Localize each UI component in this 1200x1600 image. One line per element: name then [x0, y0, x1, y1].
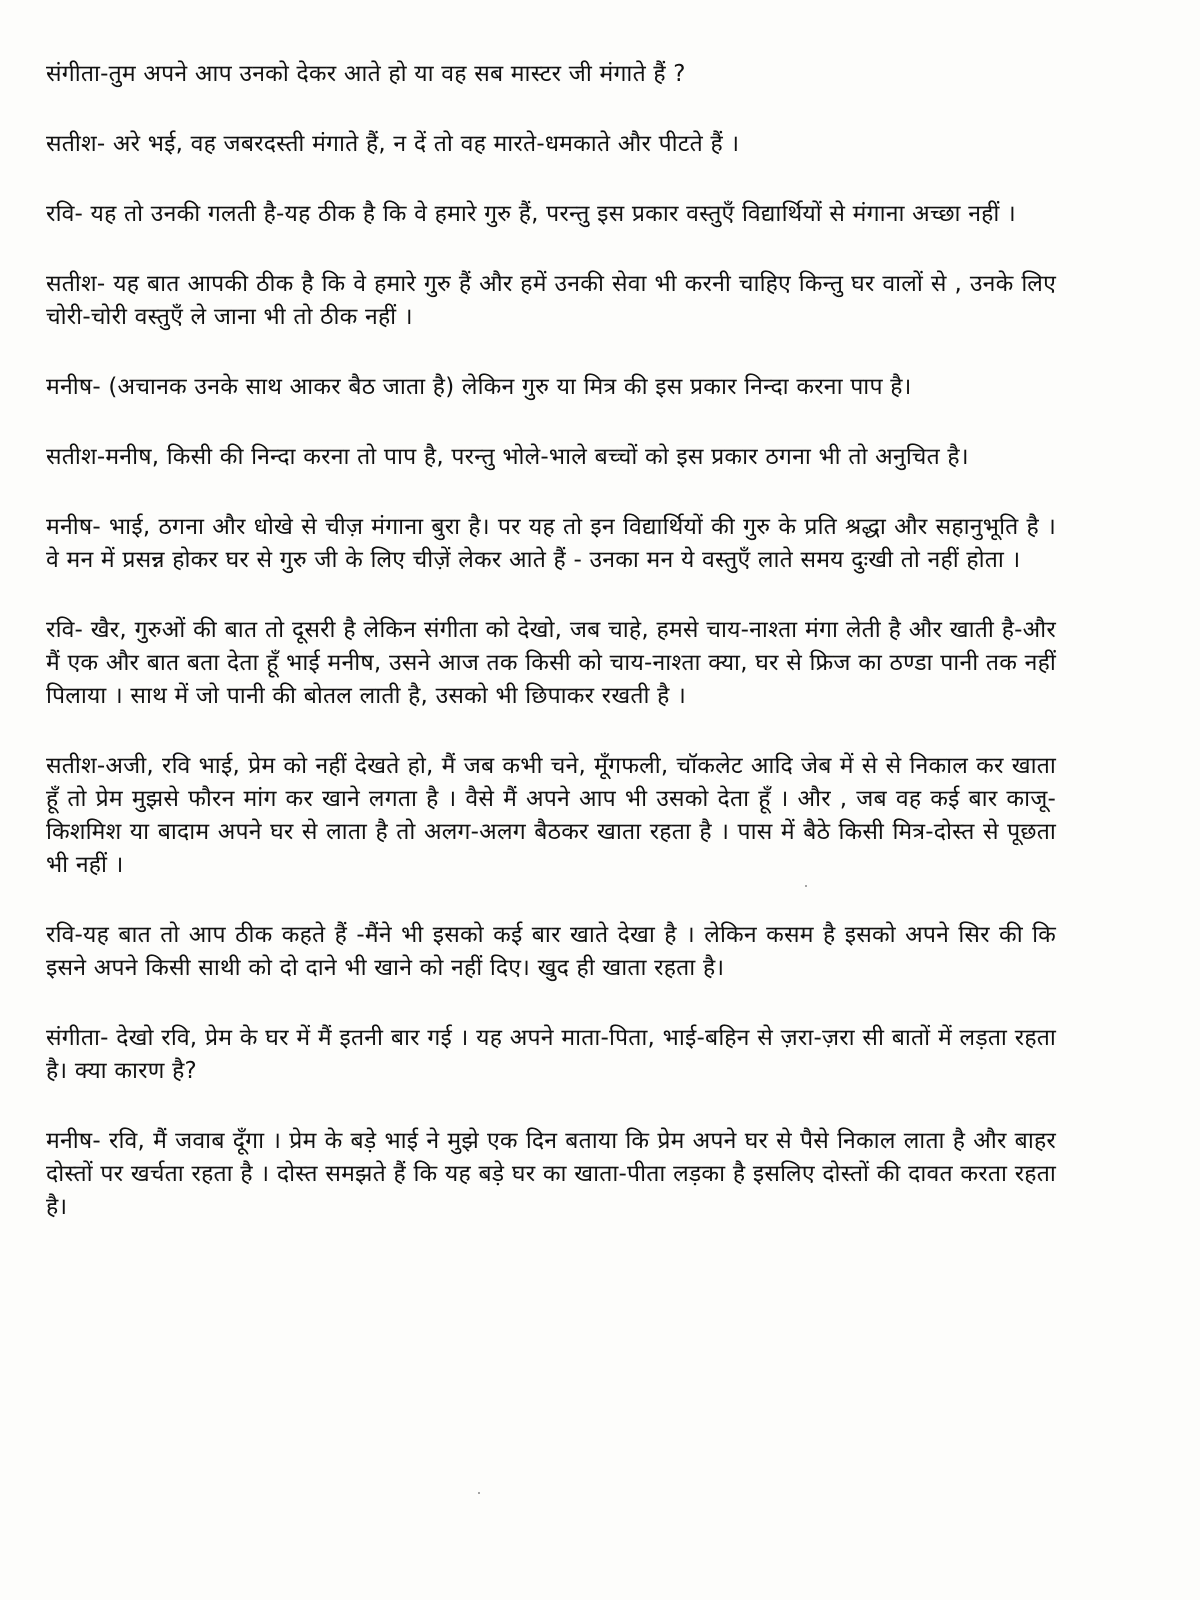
paragraph-manish-2: मनीष- भाई, ठगना और धोखे से चीज़ मंगाना बुरा है। पर यह तो इन विद्यार्थियों की गुरु के प्रति श्रद्धा और सहानुभूति है । वे मन में प्रसन्न होकर घर से गुरु जी के लिए चीज़ें लेकर आते हैं - उनका मन ये वस्तुएँ लाते समय दुःखी तो नहीं होता । — [46, 514, 1056, 573]
paragraph-manish-3: मनीष- रवि, मैं जवाब दूँगा । प्रेम के बड़े भाई ने मुझे एक दिन बताया कि प्रेम अपने घर से पैसे निकाल लाता है और बाहर दोस्तों पर खर्चता रहता है । दोस्त समझते हैं कि यह बड़े घर का खाता-पीता लड़का है इसलिए दोस्तों की दावत करता रहता है। — [46, 1128, 1056, 1220]
scan-speck — [805, 885, 807, 887]
paragraph-satish-3: सतीश-मनीष, किसी की निन्दा करना तो पाप है, परन्तु भोले-भाले बच्चों को इस प्रकार ठगना भी तो अनुचित है। — [46, 444, 969, 470]
paragraph-satish-2: सतीश- यह बात आपकी ठीक है कि वे हमारे गुरु हैं और हमें उनकी सेवा भी करनी चाहिए किन्तु घर वालों से , उनके लिए चोरी-चोरी वस्तुएँ ले जाना भी तो ठीक नहीं । — [46, 271, 1056, 330]
paragraph-manish-1: मनीष- (अचानक उनके साथ आकर बैठ जाता है) लेकिन गुरु या मित्र की इस प्रकार निन्दा करना पाप है। — [46, 374, 912, 400]
scan-speck — [478, 1492, 480, 1494]
dialogue-text — [46, 58, 1056, 1261]
paragraph-ravi-3: रवि-यह बात तो आप ठीक कहते हैं -मैंने भी इसको कई बार खाते देखा है । लेकिन कसम है इसको अपने सिर की कि इसने अपने किसी साथी को दो दाने भी खाने को नहीं दिए। खुद ही खाता रहता है। — [46, 922, 1056, 981]
paragraph-satish-4: सतीश-अजी, रवि भाई, प्रेम को नहीं देखते हो, मैं जब कभी चने, मूँगफली, चॉकलेट आदि जेब में से से निकाल कर खाता हूँ तो प्रेम मुझसे फौरन मांग कर खाने लगता है । वैसे मैं अपने आप भी उसको देता हूँ । और , जब वह कई बार काजू-किशमिश या बादाम अपने घर से लाता है तो अलग-अलग बैठकर खाता रहता है । पास में बैठे किसी मित्र-दोस्त से पूछता भी नहीं । — [46, 753, 1056, 878]
paragraph-satish-1: सतीश- अरे भई, वह जबरदस्ती मंगाते हैं, न दें तो वह मारते-धमकाते और पीटते हैं । — [46, 131, 740, 157]
paragraph-sangeeta-2: संगीता- देखो रवि, प्रेम के घर में मैं इतनी बार गई । यह अपने माता-पिता, भाई-बहिन से ज़रा-ज़रा सी बातों में लड़ता रहता है। क्या कारण है? — [46, 1025, 1056, 1084]
paragraph-ravi-1: रवि- यह तो उनकी गलती है-यह ठीक है कि वे हमारे गुरु हैं, परन्तु इस प्रकार वस्तुएँ विद्यार्थियों से मंगाना अच्छा नहीं । — [46, 201, 1016, 227]
paragraph-sangeeta-1: संगीता-तुम अपने आप उनको देकर आते हो या वह सब मास्टर जी मंगाते हैं ? — [46, 61, 686, 87]
paragraph-ravi-2: रवि- खैर, गुरुओं की बात तो दूसरी है लेकिन संगीता को देखो, जब चाहे, हमसे चाय-नाश्ता मंगा लेती है और खाती है-और मैं एक और बात बता देता हूँ भाई मनीष, उसने आज तक किसी को चाय-नाश्ता क्या, घर से फ्रिज का ठण्डा पानी तक नहीं पिलाया । साथ में जो पानी की बोतल लाती है, उसको भी छिपाकर रखती है । — [46, 617, 1056, 709]
